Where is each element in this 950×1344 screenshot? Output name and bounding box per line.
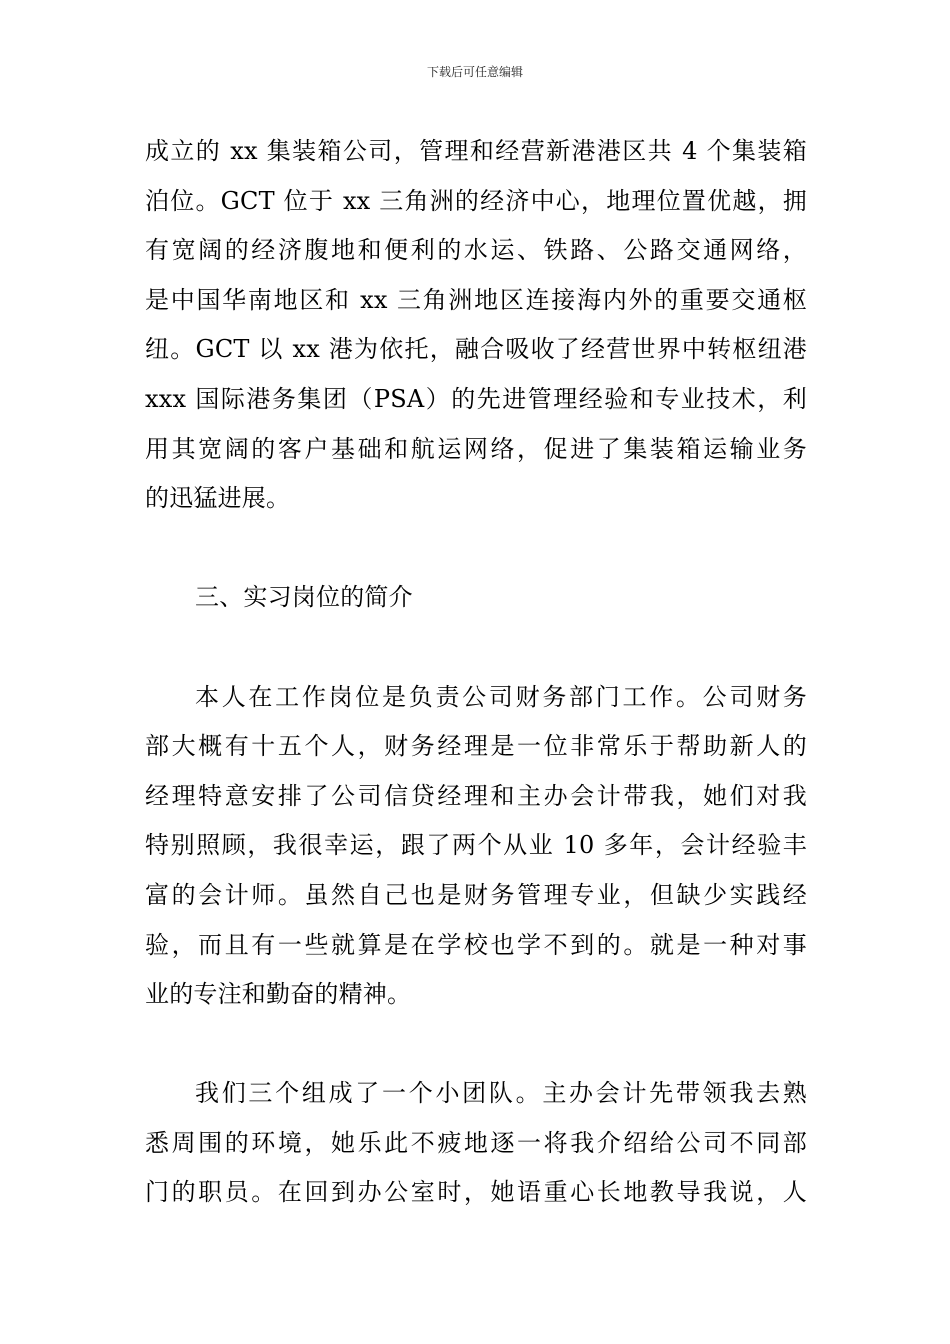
paragraph-gap bbox=[145, 524, 807, 574]
text-line: 特别照顾，我很幸运，跟了两个从业 10 多年，会计经验丰 bbox=[145, 831, 807, 860]
paragraph-team-intro bbox=[145, 1069, 807, 1218]
text-line: 是中国华南地区和 xx 三角洲地区连接海内外的重要交通枢 bbox=[145, 285, 807, 314]
text-line: 有宽阔的经济腹地和便利的水运、铁路、公路交通网络， bbox=[145, 236, 807, 265]
text-line: 我们三个组成了一个小团队。主办会计先带领我去熟 bbox=[195, 1079, 807, 1108]
paragraph-gap bbox=[145, 1020, 807, 1070]
paragraph-gap bbox=[145, 623, 807, 673]
section-heading bbox=[145, 573, 807, 623]
section-heading-text: 三、实习岗位的简介 bbox=[195, 583, 413, 612]
page-header: 下载后可任意编辑 bbox=[426, 65, 523, 79]
text-line: 成立的 xx 集装箱公司，管理和经营新港港区共 4 个集装箱 bbox=[145, 137, 807, 165]
text-line: 业的专注和勤奋的精神。 bbox=[145, 980, 412, 1009]
text-line: 泊位。GCT 位于 xx 三角洲的经济中心，地理位置优越，拥 bbox=[145, 186, 807, 215]
text-line: 用其宽阔的客户基础和航运网络，促进了集装箱运输业务 bbox=[145, 434, 807, 463]
text-line: 验，而且有一些就算是在学校也学不到的。就是一种对事 bbox=[145, 930, 807, 959]
text-line: 悉周围的环境，她乐此不疲地逐一将我介绍给公司不同部 bbox=[145, 1128, 807, 1157]
text-line: 富的会计师。虽然自己也是财务管理专业，但缺少实践经 bbox=[145, 880, 807, 909]
paragraph-position-intro bbox=[145, 673, 807, 1020]
paragraph-company-intro bbox=[145, 127, 807, 524]
text-line: xxx 国际港务集团（PSA）的先进管理经验和专业技术，利 bbox=[145, 384, 807, 413]
text-line: 的迅猛进展。 bbox=[145, 484, 291, 513]
text-line: 部大概有十五个人，财务经理是一位非常乐于帮助新人的 bbox=[145, 732, 807, 761]
text-line: 经理特意安排了公司信贷经理和主办会计带我，她们对我 bbox=[145, 781, 807, 810]
text-line: 本人在工作岗位是负责公司财务部门工作。公司财务 bbox=[195, 682, 807, 711]
text-line: 纽。GCT 以 xx 港为依托，融合吸收了经营世界中转枢纽港 bbox=[145, 335, 807, 364]
text-line: 门的职员。在回到办公室时，她语重心长地教导我说，人 bbox=[145, 1178, 807, 1207]
document-body bbox=[145, 127, 807, 1218]
